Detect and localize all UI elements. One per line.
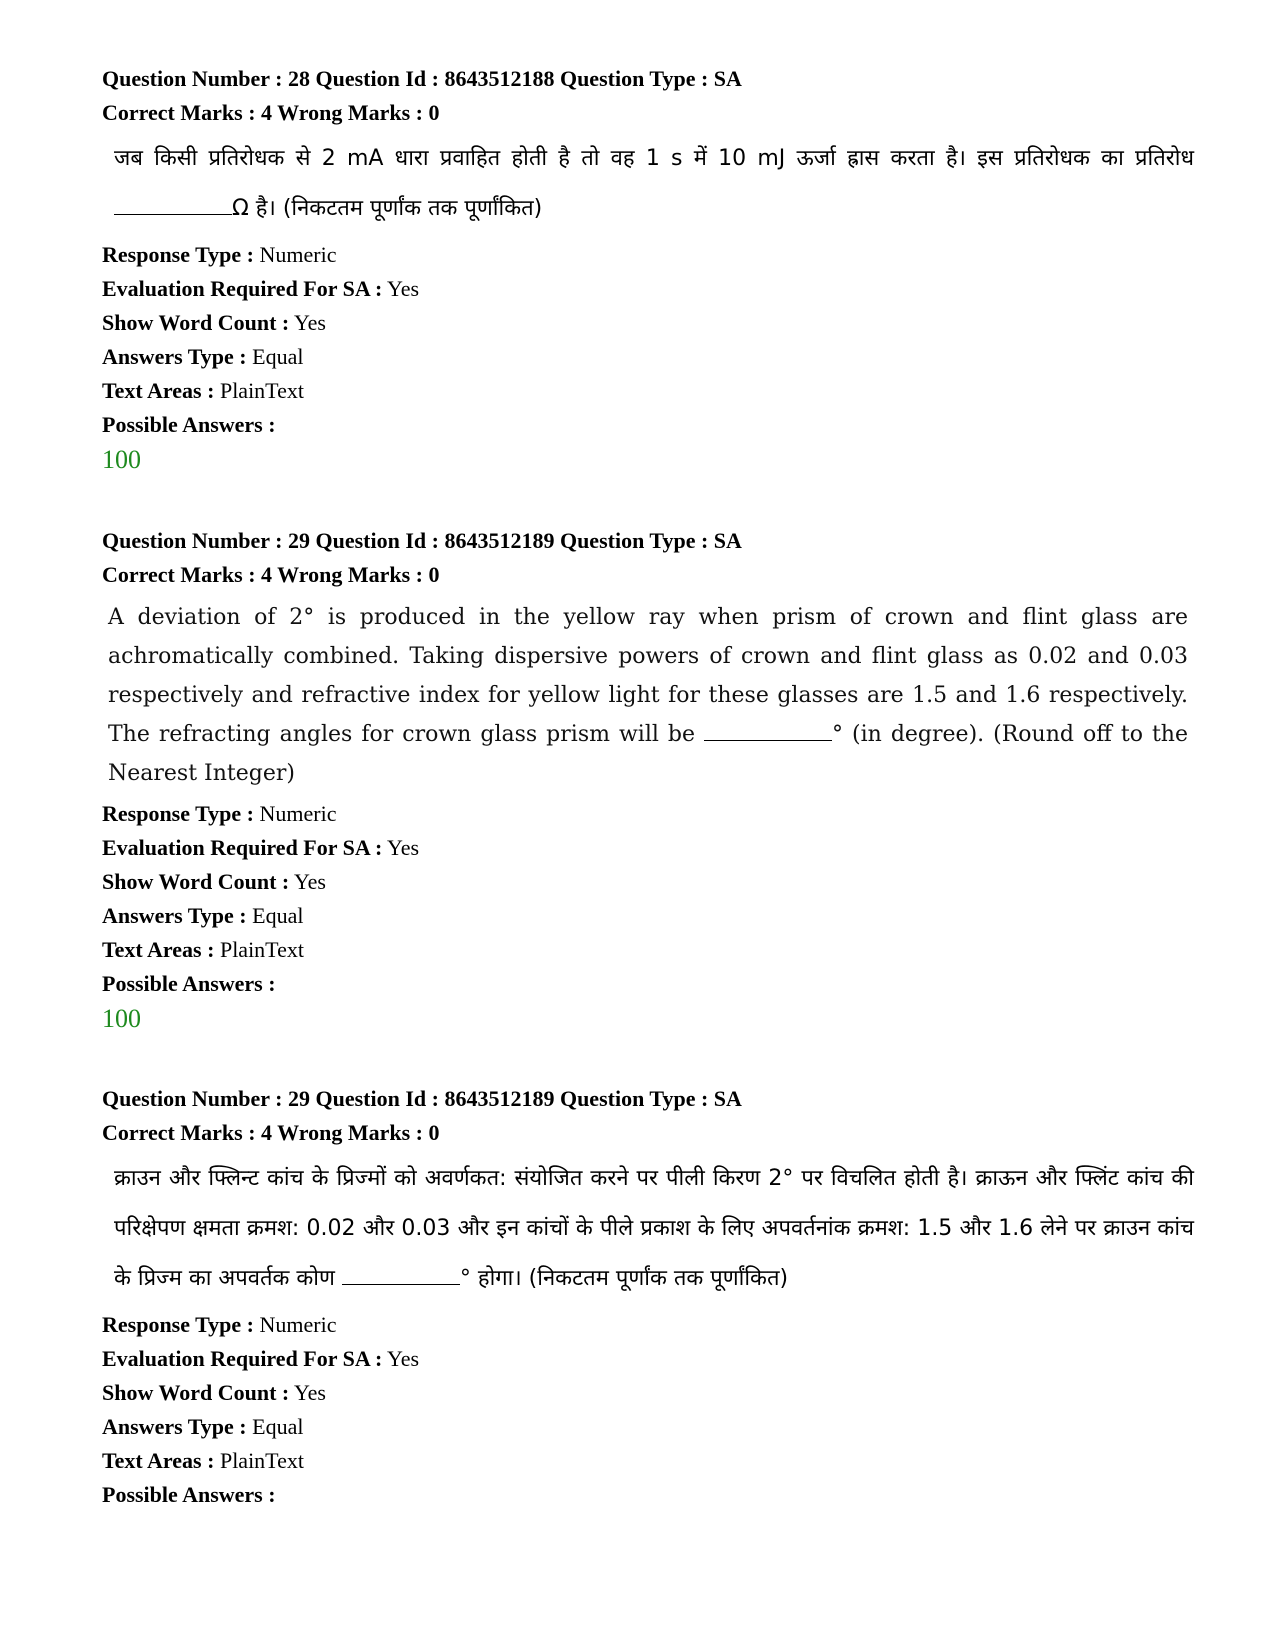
marks-line: Correct Marks : 4 Wrong Marks : 0: [102, 100, 440, 125]
meta-text-areas: Text Areas : PlainText: [102, 1448, 304, 1473]
meta-answers-type: Answers Type : Equal: [102, 903, 304, 928]
question-text-part1: क्राउन और फ्लिन्ट कांच के प्रिज्मों को अवर्णकत: संयोजित करने पर पीली किरण 2° पर विचलित होती है। क्राऊन और फ्लिंट कांच की परिक्षेपण क्षमता क्रमश: 0.02 और 0.03 और इन कांचों के पीले प्रकाश के लिए अपवर्तनांक क्रमश: 1.5 और 1.6 लेने पर क्राउन कांच के प्रिज्म का अपवर्तक कोण: [114, 1166, 1194, 1291]
meta-show-word-count: Show Word Count : Yes: [102, 1380, 326, 1405]
question-text: [108, 598, 1188, 793]
meta-possible-answers: Possible Answers :: [102, 1482, 276, 1507]
marks-line: Correct Marks : 4 Wrong Marks : 0: [102, 562, 440, 587]
meta-possible-answers: Possible Answers :: [102, 412, 276, 437]
meta-show-word-count: Show Word Count : Yes: [102, 869, 326, 894]
meta-evaluation-required: Evaluation Required For SA : Yes: [102, 835, 420, 860]
meta-answers-type: Answers Type : Equal: [102, 344, 304, 369]
meta-show-word-count: Show Word Count : Yes: [102, 310, 326, 335]
meta-evaluation-required: Evaluation Required For SA : Yes: [102, 276, 420, 301]
marks-line: Correct Marks : 4 Wrong Marks : 0: [102, 1120, 440, 1145]
meta-response-type: Response Type : Numeric: [102, 1312, 337, 1337]
question-text: [114, 134, 1194, 234]
question-text-part2: ° होगा। (निकटतम पूर्णांक तक पूर्णांकित): [459, 1266, 789, 1291]
meta-text-areas: Text Areas : PlainText: [102, 937, 304, 962]
possible-answer-value: 100: [102, 1004, 141, 1033]
meta-answers-type: Answers Type : Equal: [102, 1414, 304, 1439]
meta-response-type: Response Type : Numeric: [102, 801, 337, 826]
question-text-part2: ° (in degree). (Round off to the Nearest Integer): [108, 722, 1188, 786]
answer-blank: [342, 1284, 460, 1285]
possible-answer-value: 100: [102, 445, 141, 474]
answer-blank: [114, 214, 232, 215]
meta-text-areas: Text Areas : PlainText: [102, 378, 304, 403]
meta-possible-answers: Possible Answers :: [102, 971, 276, 996]
question-block-28: [102, 62, 1192, 478]
question-text-part2: Ω है। (निकटतम पूर्णांक तक पूर्णांकित): [232, 196, 543, 221]
question-text-part1: A deviation of 2° is produced in the yellow ray when prism of crown and flint glass are achromatically combined. Taking dispersive powers of crown and flint glass as 0.02 and 0.03 respectively and refractive index for yellow light for these glasses are 1.5 and 1.6 respectively. The refracting angles for crown glass prism will be: [108, 605, 1188, 747]
question-block-29-hindi: [102, 1082, 1192, 1512]
answer-blank: [704, 740, 832, 741]
question-header: Question Number : 28 Question Id : 8643512188 Question Type : SA: [102, 66, 742, 91]
question-text: [114, 1154, 1194, 1304]
meta-evaluation-required: Evaluation Required For SA : Yes: [102, 1346, 420, 1371]
question-text-part1: जब किसी प्रतिरोधक से 2 mA धारा प्रवाहित होती है तो वह 1 s में 10 mJ ऊर्जा ह्रास करता है। इस प्रतिरोधक का प्रतिरोध: [114, 146, 1194, 171]
question-header: Question Number : 29 Question Id : 8643512189 Question Type : SA: [102, 528, 742, 553]
question-header: Question Number : 29 Question Id : 8643512189 Question Type : SA: [102, 1086, 742, 1111]
question-block-29-english: [102, 524, 1192, 1037]
meta-response-type: Response Type : Numeric: [102, 242, 337, 267]
